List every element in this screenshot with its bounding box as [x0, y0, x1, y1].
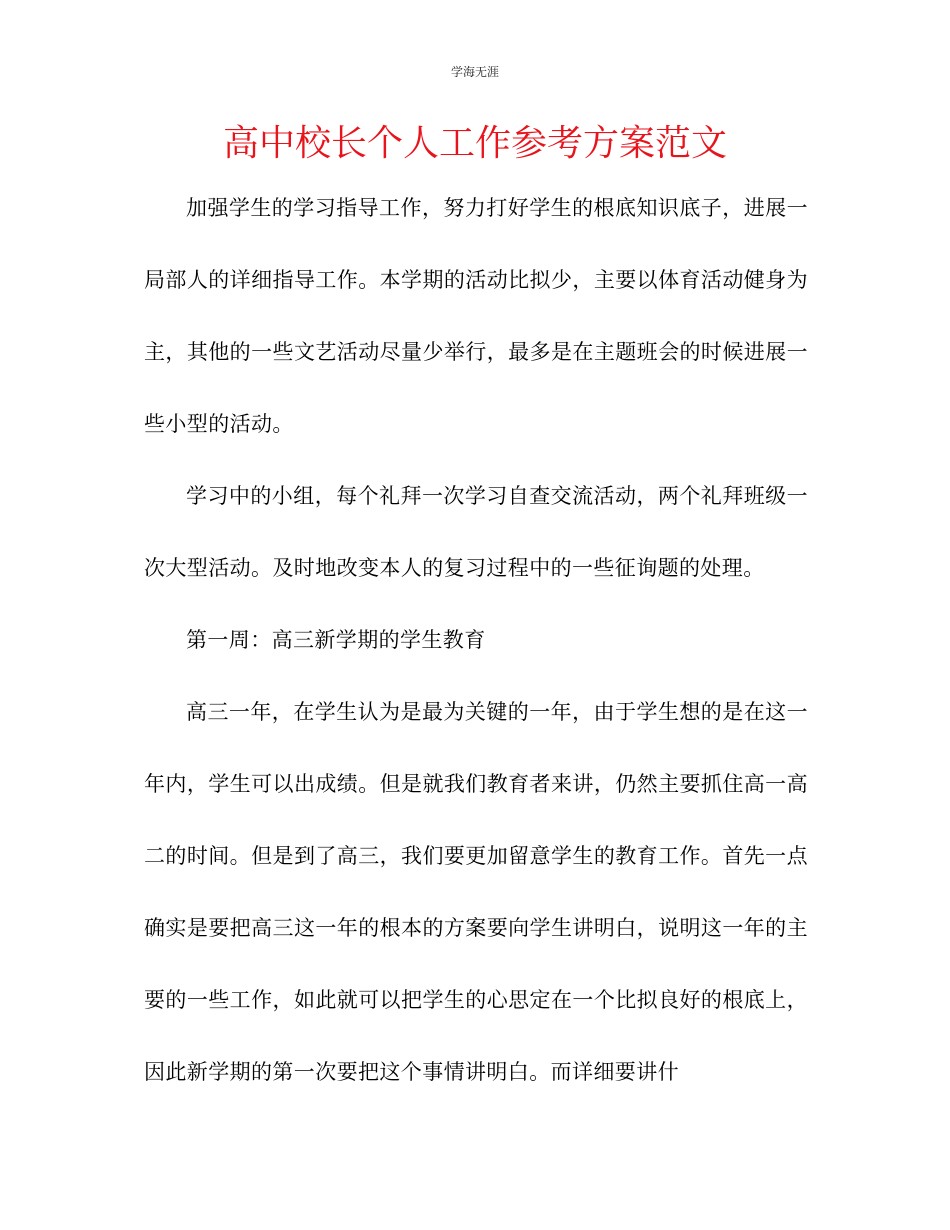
document-title: 高中校长个人工作参考方案范文: [222, 123, 727, 164]
section-heading-week-1: 第一周：高三新学期的学生教育: [186, 628, 486, 652]
paragraph-3: 高三一年，在学生认为是最为关键的一年，由于学生想的是在这一年内，学生可以出成绩。但是就我们教育者来讲，仍然主要抓住高一高二的时间。但是到了高三，我们要更加留意学生的教育工作。首先一点确实是要把高三这一年的根本的方案要向学生讲明白，说明这一年的主要的一些工作，如此就可以把学生的心思定在一个比拟良好的根底上，因此新学期的第一次要把这个事情讲明白。而详细要讲什: [144, 700, 808, 1084]
paragraph-2: 学习中的小组，每个礼拜一次学习自查交流活动，两个礼拜班级一次大型活动。及时地改变本人的复习过程中的一些征询题的处理。: [144, 484, 808, 580]
paragraph-1: 加强学生的学习指导工作，努力打好学生的根底知识底子，进展一局部人的详细指导工作。本学期的活动比拟少，主要以体育活动健身为主，其他的一些文艺活动尽量少举行，最多是在主题班会的时候进展一些小型的活动。: [144, 196, 808, 436]
page-header: 学海无涯: [450, 65, 499, 79]
document-body: [144, 172, 808, 1108]
